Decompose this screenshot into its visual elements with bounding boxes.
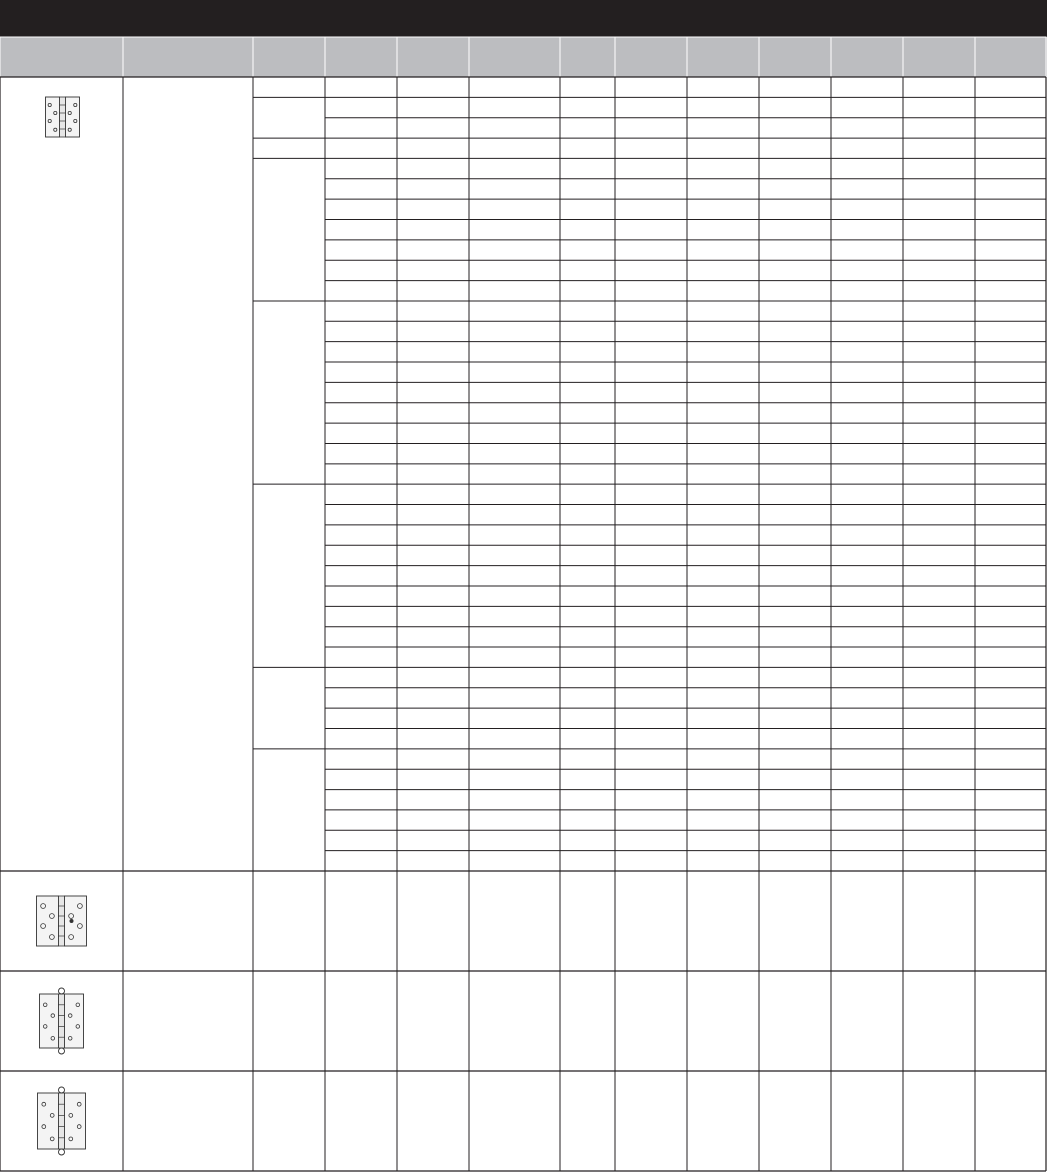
- ball-tip-hinge-large-icon: [38, 1087, 86, 1155]
- ball-tip-hinge-icon: [40, 988, 84, 1054]
- butt-hinge-icon: [46, 97, 80, 137]
- table-header-row: [0, 37, 1047, 77]
- hinge-with-center-pin-icon: [37, 896, 87, 946]
